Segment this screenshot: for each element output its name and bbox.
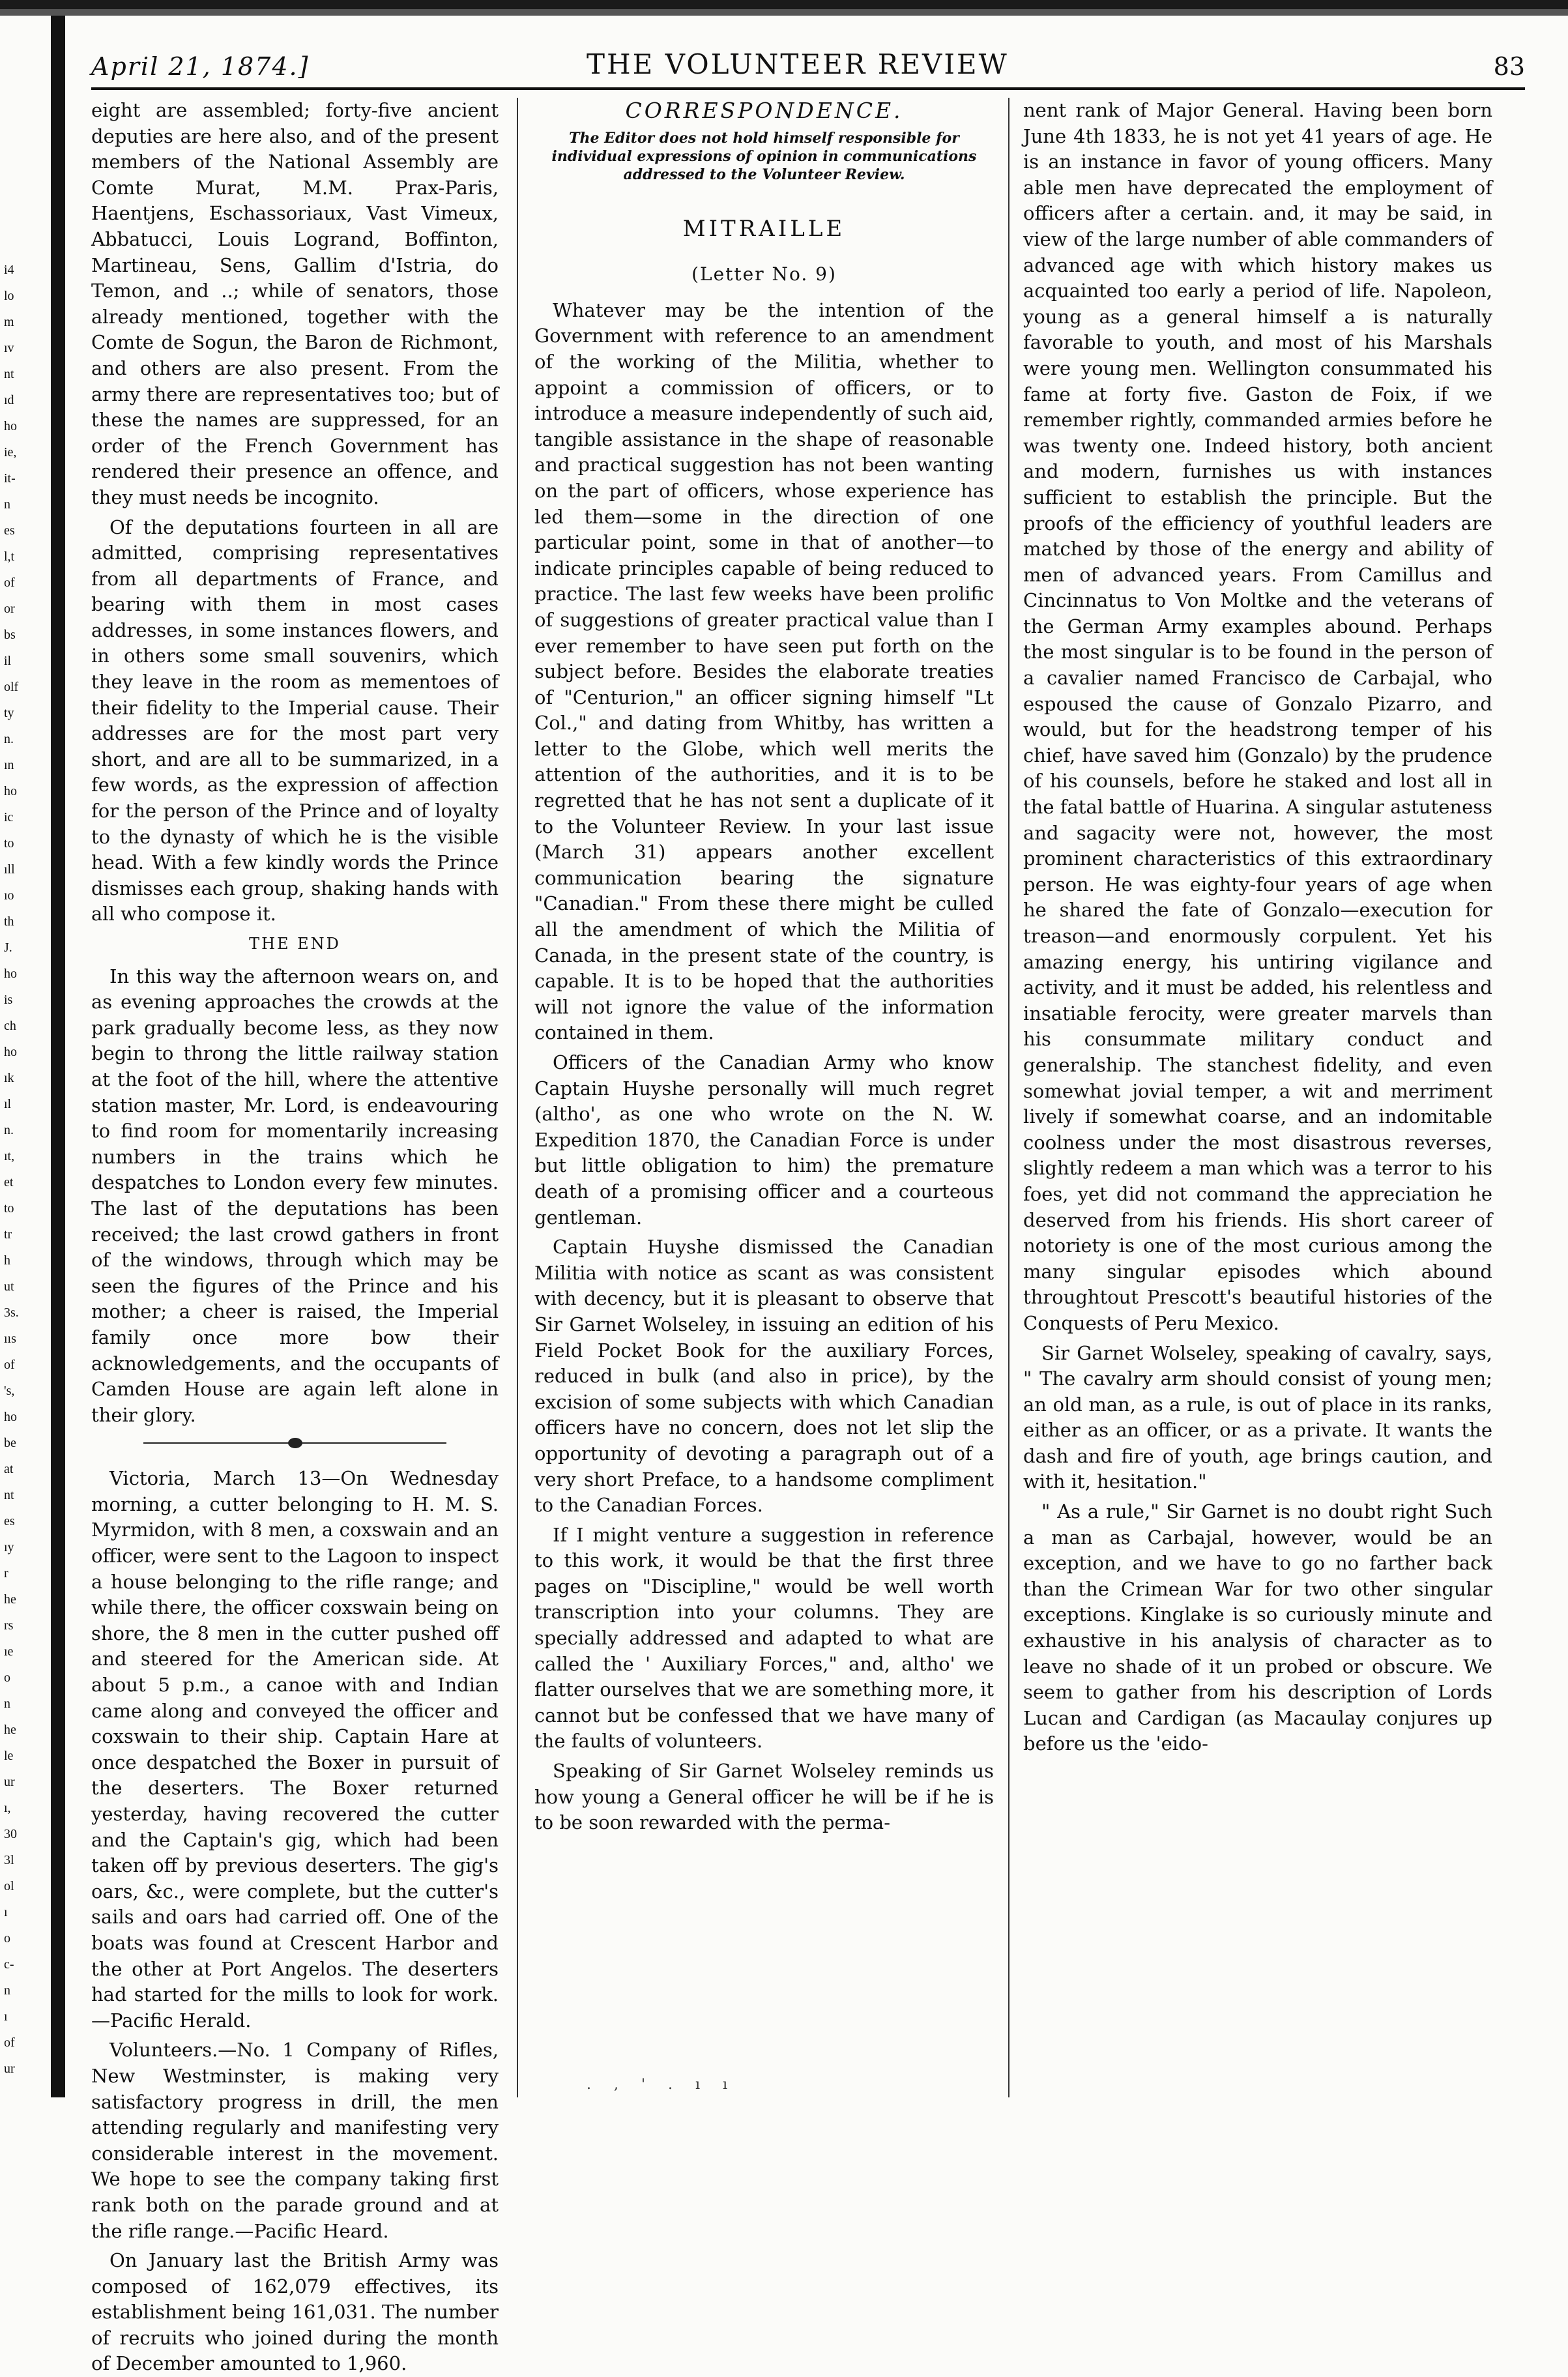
gutter-fragment: to — [4, 836, 14, 851]
editor-disclaimer: The Editor does not hold himself responsible for individual expressions of opinion in communications addressed to the Volunteer Review. — [551, 129, 977, 183]
gutter-fragment: es — [4, 1514, 15, 1528]
gutter-fragment: ho — [4, 784, 17, 798]
gutter-fragment: rs — [4, 1618, 14, 1633]
page-header — [91, 46, 1525, 90]
gutter-fragment: n — [4, 1983, 10, 1998]
gutter-fragment: 's, — [4, 1384, 15, 1398]
gutter-fragment: ık — [4, 1071, 14, 1085]
facing-page-gutter — [0, 16, 51, 2097]
article-paragraph: Officers of the Canadian Army who know Captain Huyshe personally will much regret (altho', as one who wrote on the N. W. Expedition 1870, the Canadian Force is under but little obligation to him) the premature death of a promising officer and a courteous gentleman. — [534, 1051, 994, 1229]
column-middle — [534, 98, 994, 2097]
gutter-fragment: ie, — [4, 445, 17, 459]
gutter-fragment: ho — [4, 419, 17, 433]
gutter-fragment: m — [4, 315, 14, 329]
gutter-fragment: n — [4, 497, 10, 512]
gutter-fragment: ol — [4, 1879, 14, 1893]
gutter-fragment: 30 — [4, 1827, 17, 1841]
masthead-title: THE VOLUNTEER REVIEW — [587, 48, 1009, 80]
gutter-fragment: ut — [4, 1279, 14, 1294]
article-paragraph: nent rank of Major General. Having been born June 4th 1833, he is not yet 41 years of age. He is an instance in favor of young officers. Many able men have deprecated the employment of officers after a certain. and, it may be said, in view of the large number of able commanders of advanced age with which history makes us acquainted too early a period of life. Napoleon, young as a general himself a is naturally favorable to youth, and most of his Marshals were young men. Wellington consummated his fame at forty five. Gaston de Foix, if we remember rightly, commanded armies before he was twenty one. Indeed history, both ancient and modern, furnishes us with instances sufficient to establish the principle. But the proofs of the efficiency of youthful leaders are matched by those of the energy and ability of men of advanced years. From Camillus and Cincinnatus to Von Moltke and the veterans of the German Army examples abound. Perhaps the most singular is to be found in the person of a cavalier named Francisco de Carbajal, who espoused the cause of Gonzalo Pizarro, and would, but for the headstrong temper of his chief, have saved him (Gonzalo) by the prudence of his counsels, before he staked and lost all in the fatal battle of Huarina. A singular astuteness and sagacity were not, however, the most prominent characteristics of this extraordinary person. He was eighty-four years of age when he shared the fate of Gonzalo—execution for treason—and enormously corpulent. Yet his amazing energy, his untiring vigilance and activity, and it must be added, his relentless and insatiable ferocity, were greater marvels than his consummate military conduct and generalship. The stanchest fidelity, and even somewhat jovial temper, a wit and merriment lively if somewhat coarse, and an indomitable coolness under the most disastrous reverses, slightly redeem a man which was a terror to his foes, yet did not command the appreciation he deserved from his friends. His short career of notoriety is one of the most curious among the many singular episodes which abound throughtout Prescott's beautiful histories of the Conquests of Peru Mexico. — [1023, 99, 1493, 1334]
gutter-fragment: r — [4, 1566, 8, 1581]
article-paragraph: Of the deputations fourteen in all are admitted, comprising representatives from all departments of France, and bearing with them in most cases addresses, in some instances flowers, and in others some small souvenirs, which they leave in the room as mementoes of their fidelity to the Imperial cause. Their addresses are for the most part very short, and are all to be summarized, in a few words, as the expression of affection for the person of the Prince and of loyalty to the dynasty of which he is the visible head. With a few kindly words the Prince dismisses each group, shaking hands with all who compose it. — [91, 516, 499, 926]
gutter-fragment: il — [4, 654, 12, 668]
gutter-fragment: et — [4, 1175, 14, 1189]
gutter-fragment: i4 — [4, 263, 14, 277]
gutter-fragment: of — [4, 576, 15, 590]
gutter-fragment: olf — [4, 680, 19, 694]
gutter-fragment: 3s. — [4, 1305, 19, 1320]
gutter-fragment: of — [4, 1358, 15, 1372]
gutter-fragment: n. — [4, 1123, 14, 1137]
section-divider — [143, 1442, 446, 1444]
gutter-fragment: ıv — [4, 341, 14, 355]
gutter-fragment: ı — [4, 2009, 8, 2024]
gutter-fragment: le — [4, 1749, 14, 1763]
gutter-fragment: c- — [4, 1957, 14, 1972]
gutter-fragment: he — [4, 1723, 16, 1737]
gutter-fragment: is — [4, 993, 13, 1007]
gutter-fragment: bs — [4, 628, 16, 642]
correspondence-heading: CORRESPONDENCE. — [625, 98, 903, 123]
gutter-fragment: ıt, — [4, 1149, 15, 1163]
gutter-fragment: ıy — [4, 1540, 14, 1554]
scan-bottom-marks: . , ' . ı ı — [587, 2077, 737, 2093]
gutter-fragment: o — [4, 1670, 10, 1685]
gutter-fragment: es — [4, 523, 15, 538]
gutter-fragment: or — [4, 602, 15, 616]
gutter-fragment: o — [4, 1931, 10, 1946]
article-paragraph: Captain Huyshe dismissed the Canadian Militia with notice as scant as was consistent with decency, but it is pleasant to observe that Sir Garnet Wolseley, in issuing an edition of his Field Pocket Book for the auxiliary Forces, reduced in bulk (and also in price), by the excision of some subjects with which Canadian officers have no concern, does not let slip the opportunity of devoting a paragraph out of a very short Preface, to a handsome compliment to the Canadian Forces. — [534, 1236, 994, 1517]
article-title: MITRAILLE — [682, 215, 846, 242]
gutter-fragment: lo — [4, 289, 14, 303]
gutter-fragment: ho — [4, 1045, 17, 1059]
column-rule-1 — [517, 98, 518, 2097]
gutter-fragment: l,t — [4, 549, 15, 564]
article-paragraph: Speaking of Sir Garnet Wolseley reminds us how young a General officer he will be if he is to be soon rewarded with the perma- — [534, 1760, 994, 1834]
article-paragraph: If I might venture a suggestion in reference to this work, it would be that the first three pages on "Discipline," would be well worth transcription into your columns. They are specially addressed and adapted to what are called the ' Auxiliary Forces," and, altho' we flatter ourselves that we are something more, it cannot but be confessed that we have many of the faults of volunteers. — [534, 1523, 994, 1753]
gutter-fragment: 3l — [4, 1853, 14, 1867]
gutter-fragment: ıd — [4, 393, 14, 407]
column-rule-2 — [1008, 98, 1009, 2097]
gutter-fragment: ı, — [4, 1801, 11, 1815]
letter-number: (Letter No. 9) — [691, 263, 837, 285]
gutter-fragment: n. — [4, 732, 14, 746]
column-left — [91, 98, 499, 2375]
gutter-fragment: to — [4, 1201, 14, 1216]
gutter-fragment: nt — [4, 1488, 14, 1502]
gutter-fragment: ıl — [4, 1097, 12, 1111]
gutter-fragment: be — [4, 1436, 16, 1450]
gutter-fragment: he — [4, 1592, 16, 1607]
gutter-fragment: ur — [4, 1775, 15, 1789]
article-paragraph: " As a rule," Sir Garnet is no doubt right Such a man as Carbajal, however, would be an exception, and we have to go no farther back than the Crimean War for two other singular exceptions. Kinglake is so curiously minute and exhaustive in his analysis of character as to leave no shade of it un probed or obscure. We seem to gather from his description of Lords Lucan and Cardigan (as Macaulay conjures up before us the 'eido- — [1023, 1500, 1492, 1755]
gutter-fragment: at — [4, 1462, 14, 1476]
gutter-fragment: ın — [4, 758, 14, 772]
news-item-volunteers: Volunteers.—No. 1 Company of Rifles, New Westminster, is making very satisfactory progress in drill, the men attending regularly and manifesting very considerable interest in the movement. We hope to see the company taking first rank both on the parade ground and at the rifle range.—Pacific Heard. — [91, 2039, 499, 2242]
page-number: 83 — [1493, 52, 1525, 81]
gutter-fragment: it- — [4, 471, 16, 486]
issue-date: April 21, 1874.] — [91, 52, 310, 81]
gutter-fragment: ho — [4, 967, 17, 981]
the-end-marker: THE END — [249, 935, 341, 953]
news-item-victoria: Victoria, March 13—On Wednesday morning, a cutter belonging to H. M. S. Myrmidon, with 8 men, a coxswain and an officer, were sent to the Lagoon to inspect a house belonging to the rifle range; and while there, the officer coxswain being on shore, the 8 men in the cutter pushed off and steered for the American side. At about 5 p.m., a canoe with and Indian came along and conveyed the officer and coxswain to their ship. Captain Hare at once despatched the Boxer in pursuit of the deserters. The Boxer returned yesterday, having recovered the cutter and the Captain's gig, which had been taken off by previous deserters. The gig's oars, &c., were complete, but the cutter's sails and oars had carried off. One of the boats was found at Crescent Harbor and the other at Port Angelos. The deserters had started for the mills to look for work.—Pacific Herald. — [91, 1467, 499, 2032]
gutter-fragment: ty — [4, 706, 14, 720]
gutter-fragment: n — [4, 1697, 10, 1711]
gutter-fragment: J. — [4, 941, 12, 955]
scan-top-edge — [0, 0, 1568, 9]
article-paragraph: Whatever may be the intention of the Government with reference to an amendment of the working of the Militia, whether to appoint a commission of officers, or to introduce a measure independently of such aid, tangible assistance in the shape of reasonable and practical suggestion has not been wanting on the part of officers, whose experience has led them—some in the direction of one particular point, some in that of another—to indicate principles capable of being reduced to practice. The last few weeks have been prolific of suggestions of greater practical value than I ever remember to have seen put forth on the subject before. Besides the elaborate treaties of "Centurion," an officer signing himself "Lt Col.," and dating from Whitby, has written a letter to the Globe, which well merits the attention of the authorities, and it is to be regretted that he has not sent a duplicate of it to the Volunteer Review. In your last issue (March 31) appears another excellent communication bearing the signature "Canadian." From these there might be culled all the amendment of which the Militia of Canada, in the present state of the country, is capable. It is to be hoped that the authorities will not ignore the value of the information contained in them. — [534, 299, 994, 1044]
article-paragraph: In this way the afternoon wears on, and as evening approaches the crowds at the park gradually become less, as they now begin to throng the little railway station at the foot of the hill, where the attentive station master, Mr. Lord, is endeavouring to find room for momentarily increasing numbers in the trains which he despatches to London every few minutes. The last of the deputations has been received; the last crowd gathers in front of the windows, through which may be seen the figures of the Prince and his mother; a cheer is raised, the Imperial family once more bow their acknowledgements, and the occupants of Camden House are again left alone in their glory. — [91, 965, 499, 1426]
gutter-fragment: ı — [4, 1905, 8, 1919]
gutter-fragment: of — [4, 2035, 15, 2050]
gutter-fragment: ııs — [4, 1332, 16, 1346]
article-paragraph: eight are assembled; forty-five ancient deputies are here also, and of the present members of the National Assembly are Comte Murat, M.M. Prax-Paris, Haentjens, Eschassoriaux, Vast Vimeux, Abbatucci, Louis Logrand, Boffinton, Martineau, Sens, Gallim d'Istria, do Temon, and ..; while of senators, those already mentioned, together with the Comte de Sogun, the Baron de Richmont, and others are also present. From the army there are representatives too; but of these the names are suppressed, for an order of the French Government has rendered their presence an offence, and they must needs be incognito. — [91, 99, 499, 508]
scan-top-shadow — [0, 9, 1568, 16]
gutter-fragment: tr — [4, 1227, 12, 1242]
news-item-british-army: On January last the British Army was composed of 162,079 effectives, its establishment being 161,031. The number of recruits who joined during the month of December amounted to 1,960. — [91, 2249, 499, 2375]
book-spine-shadow — [51, 16, 65, 2097]
article-paragraph: Sir Garnet Wolseley, speaking of cavalry, says, " The cavalry arm should consist of young men; an old man, as a rule, is out of place in its ranks, either as an officer, or as a private. It wants the dash and fire of youth, age brings caution, and with it, hesitation." — [1023, 1341, 1492, 1493]
gutter-fragment: ıo — [4, 888, 14, 903]
gutter-fragment: h — [4, 1253, 10, 1268]
gutter-fragment: ch — [4, 1019, 16, 1033]
gutter-fragment: ur — [4, 2062, 15, 2076]
gutter-fragment: ho — [4, 1410, 17, 1424]
gutter-fragment: ic — [4, 810, 14, 824]
column-right — [1023, 98, 1492, 2097]
gutter-fragment: ıe — [4, 1644, 14, 1659]
gutter-fragment: ıll — [4, 862, 15, 877]
gutter-fragment: nt — [4, 367, 14, 381]
gutter-fragment: th — [4, 914, 14, 929]
